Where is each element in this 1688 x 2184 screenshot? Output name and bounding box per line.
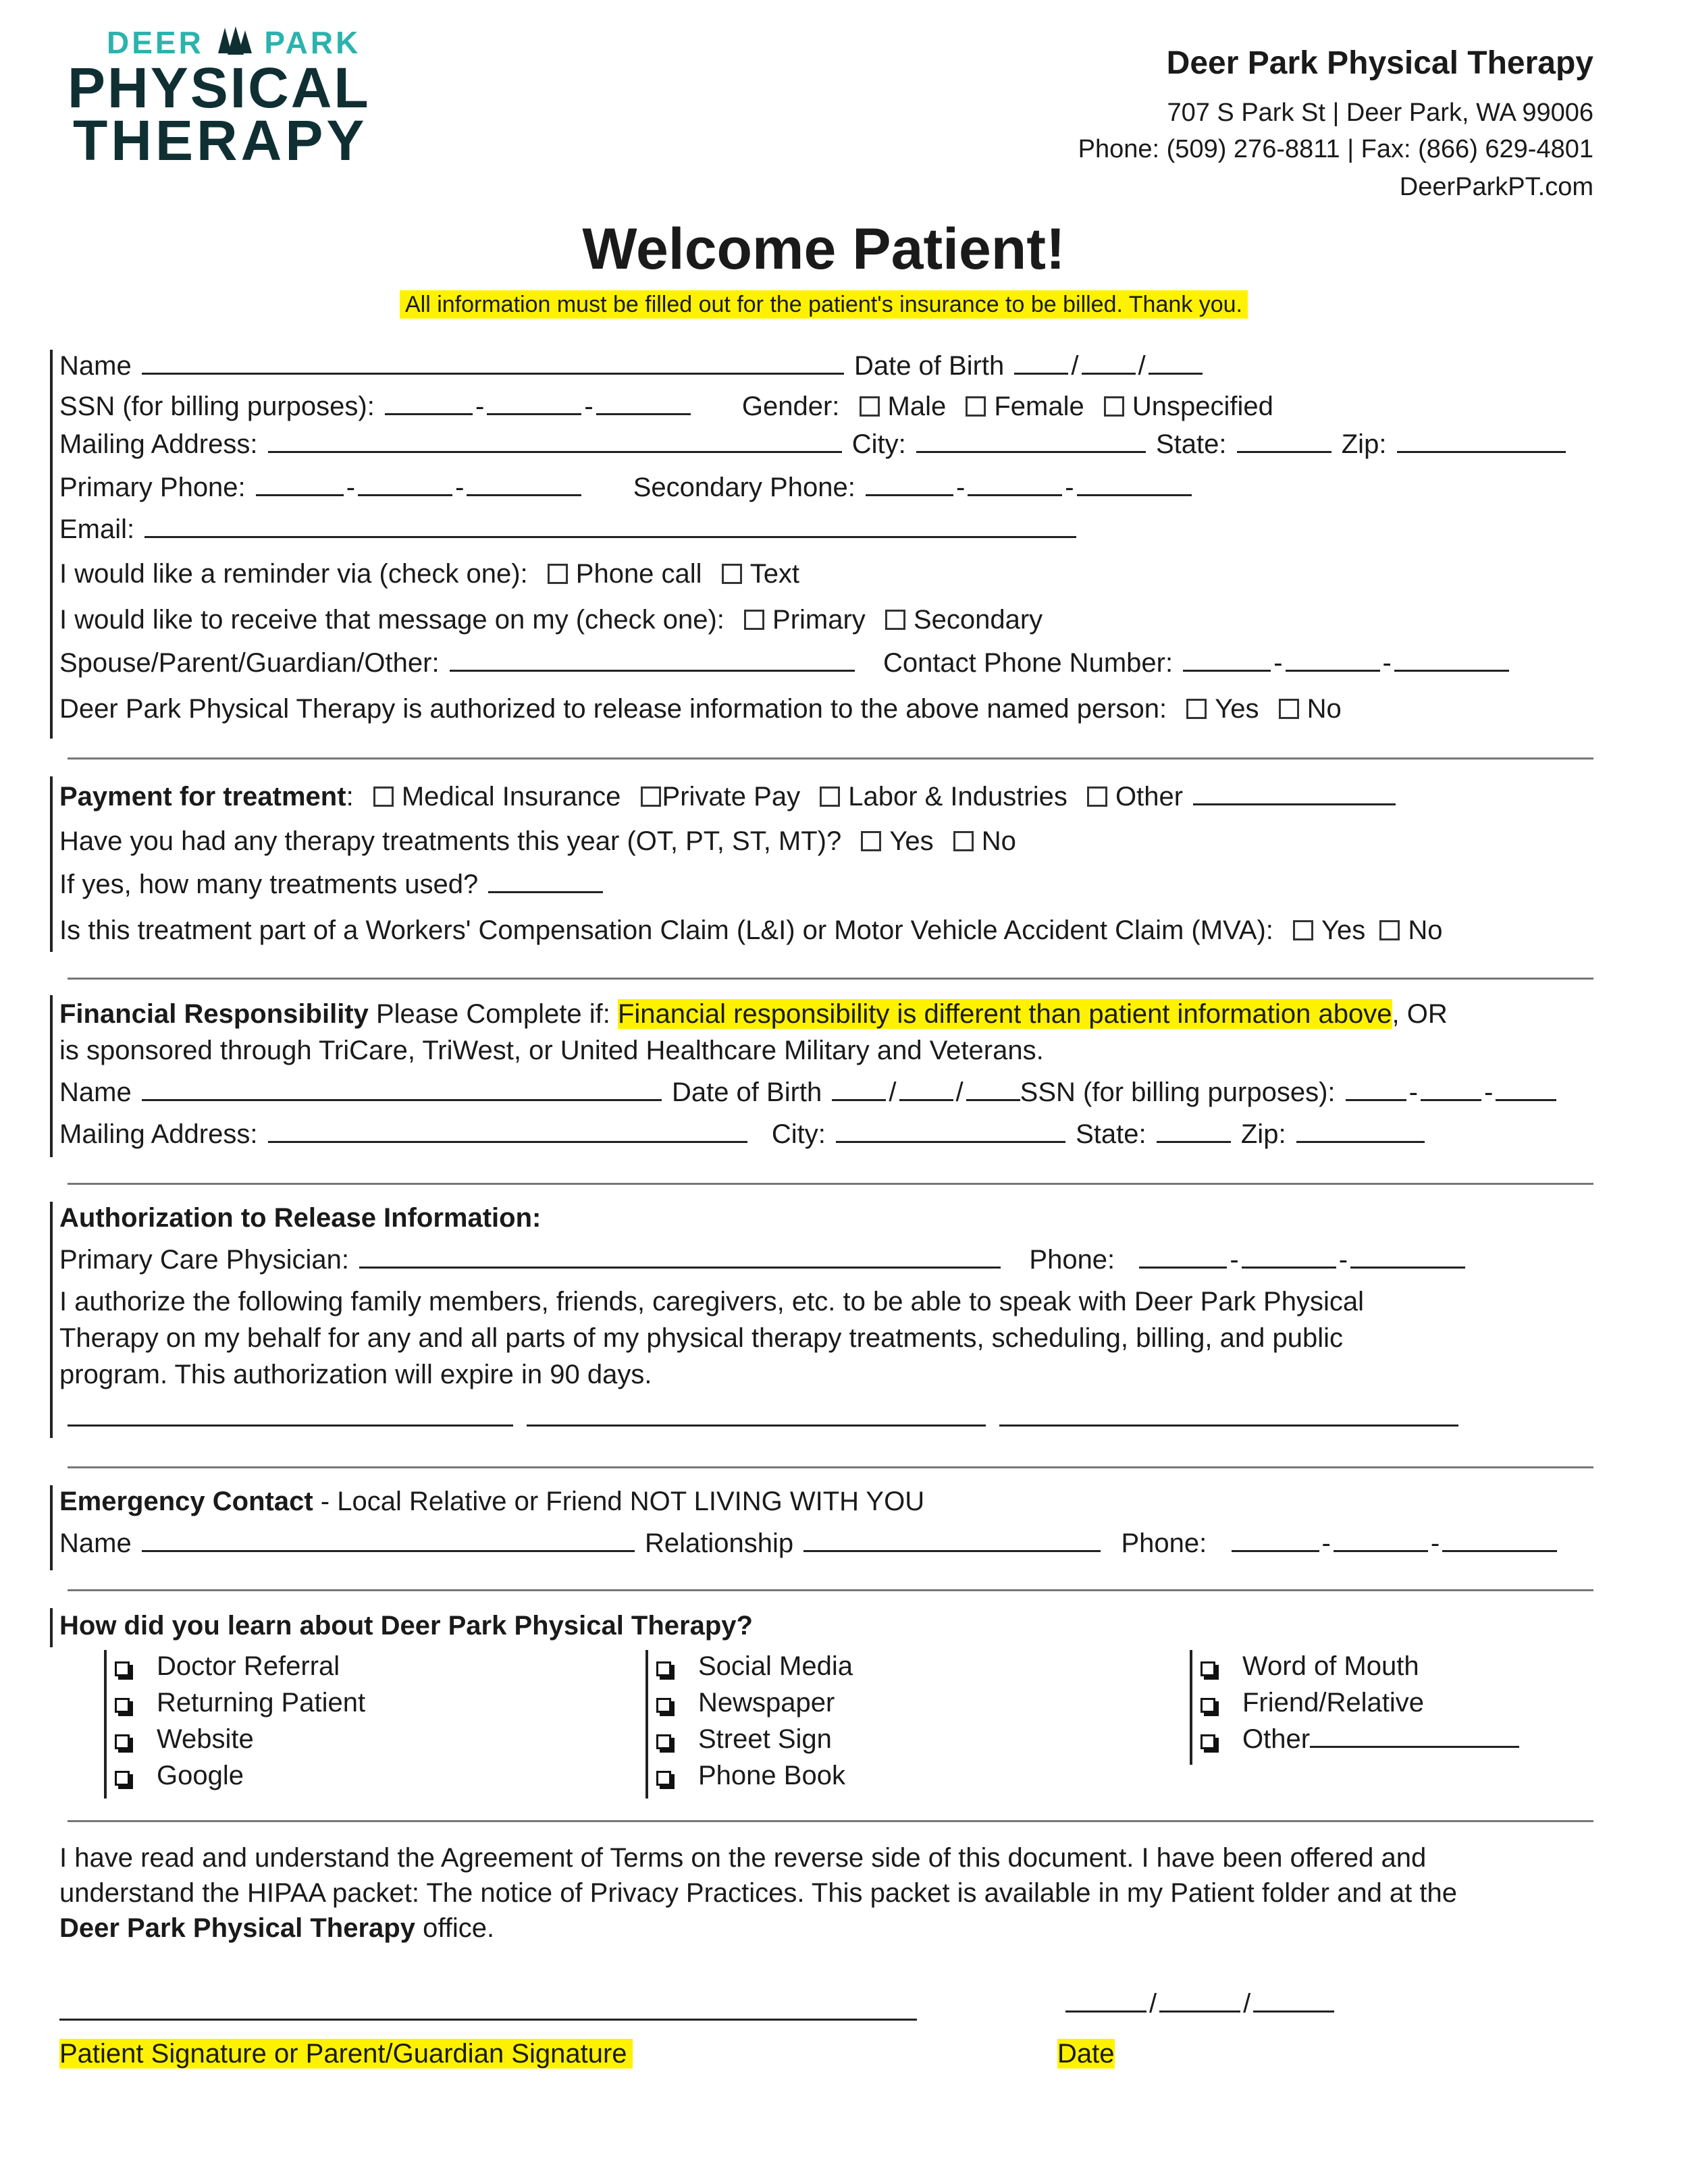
gender-label: Gender: [741,392,840,421]
fin-zip-label: Zip: [1240,1119,1286,1149]
emergency-heading: Emergency Contact [59,1487,313,1516]
fin-name-field[interactable] [142,1076,662,1101]
primary-label: Primary [772,605,866,635]
referral-option[interactable] [656,1686,835,1719]
city-label: City: [851,429,906,459]
sign-date-month-field[interactable] [1065,1988,1146,2013]
section-bar [50,995,53,1157]
authorized-yes-checkbox[interactable] [1186,699,1207,719]
mailing-field[interactable] [268,428,842,453]
other-payment-field[interactable] [1193,780,1396,805]
divider [68,1466,1593,1468]
section-bar [50,350,53,739]
financial-label: Financial Responsibility [59,999,369,1029]
relationship-field[interactable] [803,1527,1101,1552]
fin-mailing-field[interactable] [268,1118,747,1143]
fin-ssn-label: SSN (for billing purposes): [1020,1077,1336,1107]
mailing-label: Mailing Address: [59,429,258,459]
how-many-field[interactable] [488,868,603,893]
financial-highlight: Financial responsibility is different than patient information above [617,999,1392,1029]
section-bar [50,1202,53,1438]
checkbox-icon [115,1661,130,1676]
checkbox-icon [656,1661,671,1676]
section-bar [50,1608,53,1647]
checkbox-icon [1201,1661,1215,1676]
email-field[interactable] [144,513,1076,538]
therapy-question: Have you had any therapy treatments this year (OT, PT, ST, MT)? [59,826,842,856]
contact-phone-label: Contact Phone Number: [882,648,1173,678]
column-bar [104,1650,107,1799]
primary-checkbox[interactable] [744,610,764,630]
fin-dob-month-field[interactable] [832,1076,886,1101]
claim-yes-label: Yes [1321,915,1366,945]
option-label: Other [1242,1724,1311,1754]
ssn-field-3[interactable] [596,390,691,415]
option-label: Returning Patient [157,1688,366,1717]
medical-insurance-checkbox[interactable] [373,787,394,807]
referral-option[interactable] [115,1759,244,1792]
option-label: Google [157,1761,244,1790]
name-label: Name [59,351,132,381]
emergency-name-label: Name [59,1528,132,1558]
relationship-label: Relationship [644,1528,794,1558]
referral-heading: How did you learn about Deer Park Physical Therapy? [59,1611,753,1641]
financial-or: , OR [1392,999,1448,1029]
agreement-practice: Deer Park Physical Therapy [59,1913,415,1943]
dob-day-field[interactable] [1082,350,1136,375]
option-label: Website [157,1724,254,1754]
logo-therapy: THERAPY [73,109,368,172]
payment-colon: : [346,782,354,811]
signature-label: Patient Signature or Parent/Guardian Signature [59,2039,633,2069]
checkbox-icon [1201,1734,1215,1749]
female-label: Female [994,392,1084,421]
logo-park: PARK [264,25,361,60]
page-title: Welcome Patient! [582,217,1065,282]
claim-no-checkbox[interactable] [1379,920,1400,940]
referral-option[interactable] [1201,1723,1522,1755]
logo [68,24,392,173]
pcp-phone-field-2[interactable] [1242,1244,1336,1269]
name-field[interactable] [142,350,844,375]
referral-option[interactable] [656,1723,832,1755]
practice-address: 707 S Park St | Deer Park, WA 99006 [1167,99,1593,127]
emergency-phone-field-3[interactable] [1442,1527,1557,1552]
fin-state-field[interactable] [1157,1118,1231,1143]
text-checkbox[interactable] [722,564,742,584]
other-payment-label: Other [1115,782,1184,811]
referral-option[interactable] [656,1759,845,1792]
unspecified-label: Unspecified [1132,392,1273,421]
option-label: Friend/Relative [1242,1688,1425,1717]
labor-industries-checkbox[interactable] [820,787,840,807]
sign-date-day-field[interactable] [1159,1988,1240,2013]
therapy-no-checkbox[interactable] [953,831,974,851]
agreement-line-2: understand the HIPAA packet: The notice of Privacy Practices. This packet is available in my Patient folder and at the [59,1878,1457,1908]
fin-ssn-field-1[interactable] [1346,1076,1406,1101]
private-pay-checkbox[interactable] [641,787,661,807]
emergency-phone-field-1[interactable] [1232,1527,1319,1552]
pcp-phone-label: Phone: [1029,1245,1115,1275]
primary-phone-field-1[interactable] [256,471,344,496]
option-label: Word of Mouth [1242,1651,1419,1681]
authorized-yes-label: Yes [1215,694,1259,724]
spouse-label: Spouse/Parent/Guardian/Other: [59,648,440,678]
emergency-phone-label: Phone: [1121,1528,1207,1558]
ssn-field-1[interactable] [385,390,473,415]
section-bar [50,1485,53,1570]
other-payment-checkbox[interactable] [1087,787,1107,807]
section-bar [50,776,53,952]
dob-year-field[interactable] [1149,350,1203,375]
payment-label: Payment for treatment [59,782,346,811]
dob-month-field[interactable] [1014,350,1068,375]
emergency-name-field[interactable] [142,1527,635,1552]
authorization-text-3: program. This authorization will expire in 90 days. [59,1360,652,1389]
checkbox-icon [115,1734,130,1749]
contact-phone-field-1[interactable] [1183,647,1271,672]
authorized-person-field-2[interactable] [527,1424,986,1427]
option-label: Newspaper [698,1688,835,1717]
referral-other-field[interactable] [1310,1723,1519,1748]
divider [68,757,1593,760]
male-checkbox[interactable] [860,396,880,417]
referral-option[interactable] [656,1650,853,1682]
fin-ssn-field-2[interactable] [1421,1076,1481,1101]
contact-phone-field-3[interactable] [1394,647,1509,672]
claim-yes-checkbox[interactable] [1293,920,1313,940]
zip-label: Zip: [1341,429,1387,459]
primary-phone-field-3[interactable] [467,471,581,496]
phone-call-checkbox[interactable] [548,564,568,584]
message-on-label: I would like to receive that message on my (check one): [59,605,724,635]
checkbox-icon [656,1734,671,1749]
secondary-phone-field-1[interactable] [866,471,953,496]
logo-deer: DEER [107,25,204,60]
option-label: Phone Book [698,1761,845,1790]
emergency-desc: - Local Relative or Friend NOT LIVING WITH YOU [313,1487,925,1516]
pcp-label: Primary Care Physician: [59,1245,350,1275]
pcp-phone-field-3[interactable] [1350,1244,1465,1269]
notice-wrap [0,292,1647,318]
checkbox-icon [656,1771,671,1786]
checkbox-icon [656,1698,671,1713]
authorization-text-1: I authorize the following family members, friends, caregivers, etc. to be able to speak with Deer Park Physical [59,1287,1364,1316]
option-label: Street Sign [698,1724,832,1754]
divider [68,1589,1593,1591]
fin-city-field[interactable] [836,1118,1065,1143]
reminder-label: I would like a reminder via (check one): [59,559,528,589]
authorization-text-2: Therapy on my behalf for any and all parts of my physical therapy treatments, scheduling, billing, and public [59,1323,1344,1353]
secondary-phone-label: Secondary Phone: [633,473,855,502]
referral-option[interactable] [115,1650,340,1682]
agreement-line-1: I have read and understand the Agreement of Terms on the reverse side of this document. I have been offered and [59,1843,1427,1873]
state-label: State: [1155,429,1227,459]
secondary-checkbox[interactable] [885,610,905,630]
therapy-yes-checkbox[interactable] [861,831,881,851]
ssn-label: SSN (for billing purposes): [59,392,375,421]
column-bar [645,1650,648,1799]
fin-city-label: City: [771,1119,826,1149]
fin-mailing-label: Mailing Address: [59,1119,258,1149]
pcp-phone-field-1[interactable] [1139,1244,1227,1269]
therapy-yes-label: Yes [889,826,934,856]
authorization-heading: Authorization to Release Information: [59,1203,542,1233]
fin-zip-field[interactable] [1296,1118,1425,1143]
fin-dob-day-field[interactable] [899,1076,953,1101]
sign-date-year-field[interactable] [1253,1988,1334,2013]
option-label: Social Media [698,1651,853,1681]
emergency-phone-field-2[interactable] [1334,1527,1428,1552]
option-label: Doctor Referral [157,1651,340,1681]
practice-name: Deer Park Physical Therapy [1166,45,1593,81]
text-label: Text [749,559,800,589]
referral-option[interactable] [1201,1650,1419,1682]
date-label: Date [1057,2039,1115,2069]
referral-option[interactable] [115,1686,365,1719]
checkbox-icon [115,1698,130,1713]
fin-name-label: Name [59,1077,132,1107]
claim-no-label: No [1408,915,1443,945]
fin-state-label: State: [1076,1119,1146,1149]
male-label: Male [887,392,947,421]
fin-dob-label: Date of Birth [671,1077,822,1107]
tree-icon [215,26,253,57]
primary-phone-label: Primary Phone: [59,473,246,502]
claim-question: Is this treatment part of a Workers' Compensation Claim (L&I) or Motor Vehicle Accident Claim (MVA): [59,915,1273,945]
city-field[interactable] [916,428,1146,453]
secondary-label: Secondary [913,605,1043,635]
authorized-label: Deer Park Physical Therapy is authorized to release information to the above named person: [59,694,1167,724]
practice-website: DeerParkPT.com [1399,173,1593,201]
practice-phone-fax: Phone: (509) 276-8811 | Fax: (866) 629-4801 [1078,135,1593,163]
ssn-field-2[interactable] [487,390,581,415]
checkbox-icon [1201,1698,1215,1713]
email-label: Email: [59,514,135,544]
phone-call-label: Phone call [575,559,702,589]
agreement-office: office. [415,1913,495,1943]
billing-notice: All information must be filled out for the patient's insurance to be billed. Thank you. [400,290,1248,319]
referral-option[interactable] [115,1723,254,1755]
authorized-person-field-3[interactable] [999,1424,1458,1427]
secondary-phone-field-3[interactable] [1077,471,1192,496]
primary-phone-field-2[interactable] [358,471,452,496]
fin-dob-year-field[interactable] [966,1076,1020,1101]
authorized-no-checkbox[interactable] [1279,699,1299,719]
fin-ssn-field-3[interactable] [1496,1076,1556,1101]
contact-phone-field-2[interactable] [1286,647,1380,672]
state-field[interactable] [1237,428,1331,453]
labor-industries-label: Labor & Industries [848,782,1067,811]
secondary-phone-field-2[interactable] [968,471,1062,496]
checkbox-icon [115,1771,130,1786]
column-bar [1190,1650,1192,1765]
dob-label: Date of Birth [853,351,1005,381]
private-pay-label: Private Pay [662,782,801,811]
divider [68,978,1593,980]
logo-physical: PHYSICAL [68,56,371,119]
therapy-no-label: No [981,826,1016,856]
female-checkbox[interactable] [966,396,986,417]
referral-option[interactable] [1201,1686,1424,1719]
financial-please: Please Complete if: [368,999,618,1029]
financial-sponsored: is sponsored through TriCare, TriWest, or United Healthcare Military and Veterans. [59,1036,1044,1065]
authorized-no-label: No [1307,694,1342,724]
unspecified-checkbox[interactable] [1104,396,1124,417]
spouse-field[interactable] [450,647,855,672]
divider [68,1183,1593,1185]
pcp-field[interactable] [359,1244,1001,1269]
how-many-label: If yes, how many treatments used? [59,870,479,899]
zip-field[interactable] [1397,428,1566,453]
medical-insurance-label: Medical Insurance [401,782,621,811]
divider [68,1820,1593,1822]
authorized-person-field-1[interactable] [68,1424,513,1427]
signature-field[interactable] [59,2019,917,2021]
